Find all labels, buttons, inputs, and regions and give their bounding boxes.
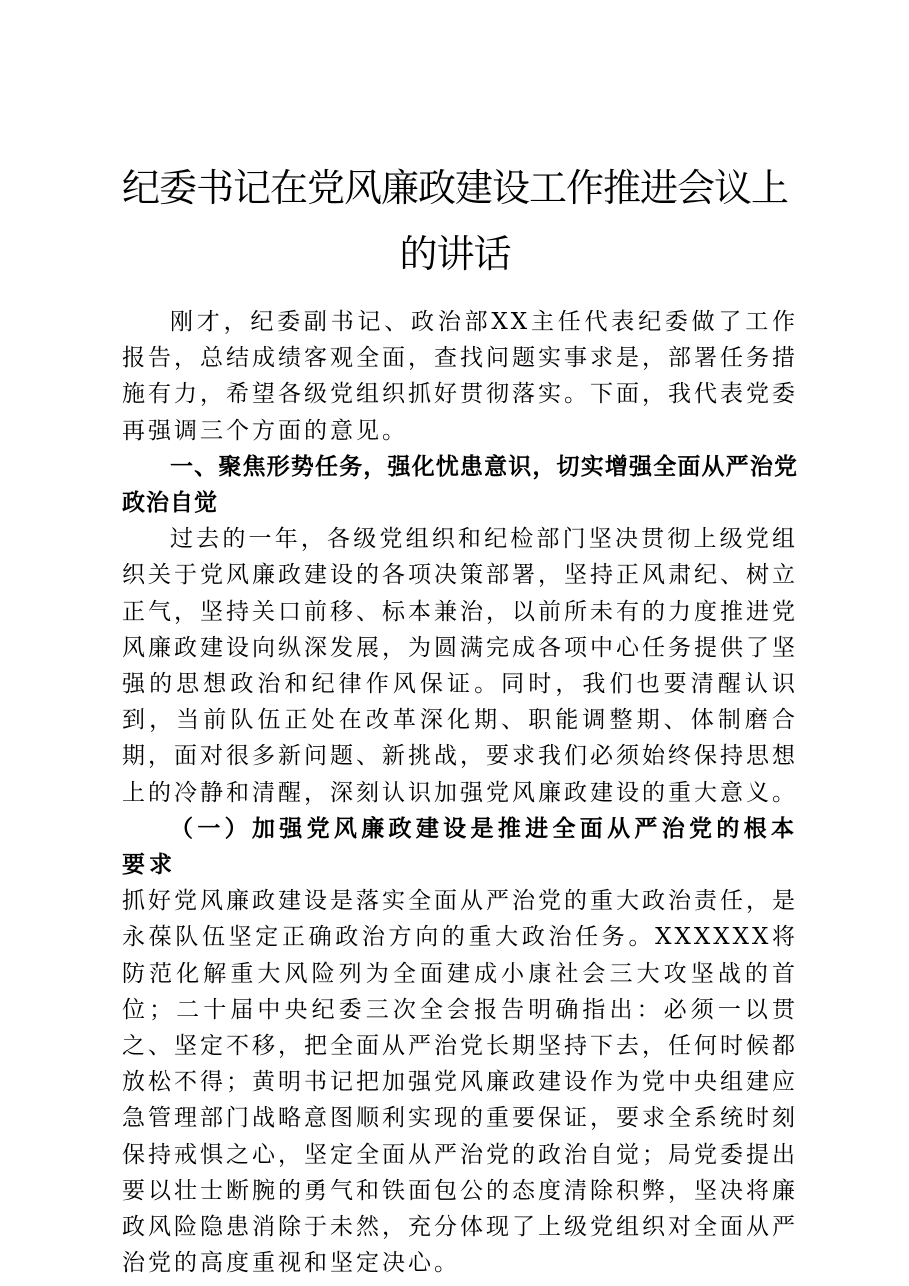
document-title: 纪委书记在党风廉政建设工作推进会议上的讲话 [121, 166, 788, 276]
intro-paragraph: 刚才，纪委副书记、政治部XX主任代表纪委做了工作报告，总结成绩客观全面，查找问题实事求是，部署任务措施有力，希望各级党组织抓好贯彻落实。下面，我代表党委再强调三个方面的意见。 [122, 309, 798, 444]
section-heading-1: 一、聚焦形势任务，强化忧患意识，切实增强全面从严治党政治自觉 [122, 453, 798, 517]
subsection-heading-1: （一）加强党风廉政建设是推进全面从严治党的根本要求 [122, 814, 798, 879]
subsection-1-paragraph: 抓好党风廉政建设是落实全面从严治党的重大政治责任，是永葆队伍坚定正确政治方向的重大政治任务。XXXXXX将防范化解重大风险列为全面建成小康社会三大攻坚战的首位；二十届中央纪委三次全会报告明确指出：必须一以贯之、坚定不移，把全面从严治党长期坚持下去，任何时候都放松不得；黄明书记把加强党风廉政建设作为党中央组建应急管理部门战略意图顺利实现的重要保证，要求全系统时刻保持戒惧之心，坚定全面从严治党的政治自觉；局党委提出要以壮士断腕的勇气和铁面包公的态度清除积弊，坚决将廉政风险隐患消除于未然，充分体现了上级党组织对全面从严治党的高度重视和坚定决心。 [122, 888, 798, 1277]
section-1-paragraph: 过去的一年，各级党组织和纪检部门坚决贯彻上级党组织关于党风廉政建设的各项决策部署，坚持正风肃纪、树立正气，坚持关口前移、标本兼治，以前所未有的力度推进党风廉政建设向纵深发展，为圆满完成各项中心任务提供了坚强的思想政治和纪律作风保证。同时，我们也要清醒认识到，当前队伍正处在改革深化期、职能调整期、体制磨合期，面对很多新问题、新挑战，要求我们必须始终保持思想上的冷静和清醒，深刻认识加强党风廉政建设的重大意义。 [122, 526, 798, 806]
document-body [122, 304, 798, 1281]
